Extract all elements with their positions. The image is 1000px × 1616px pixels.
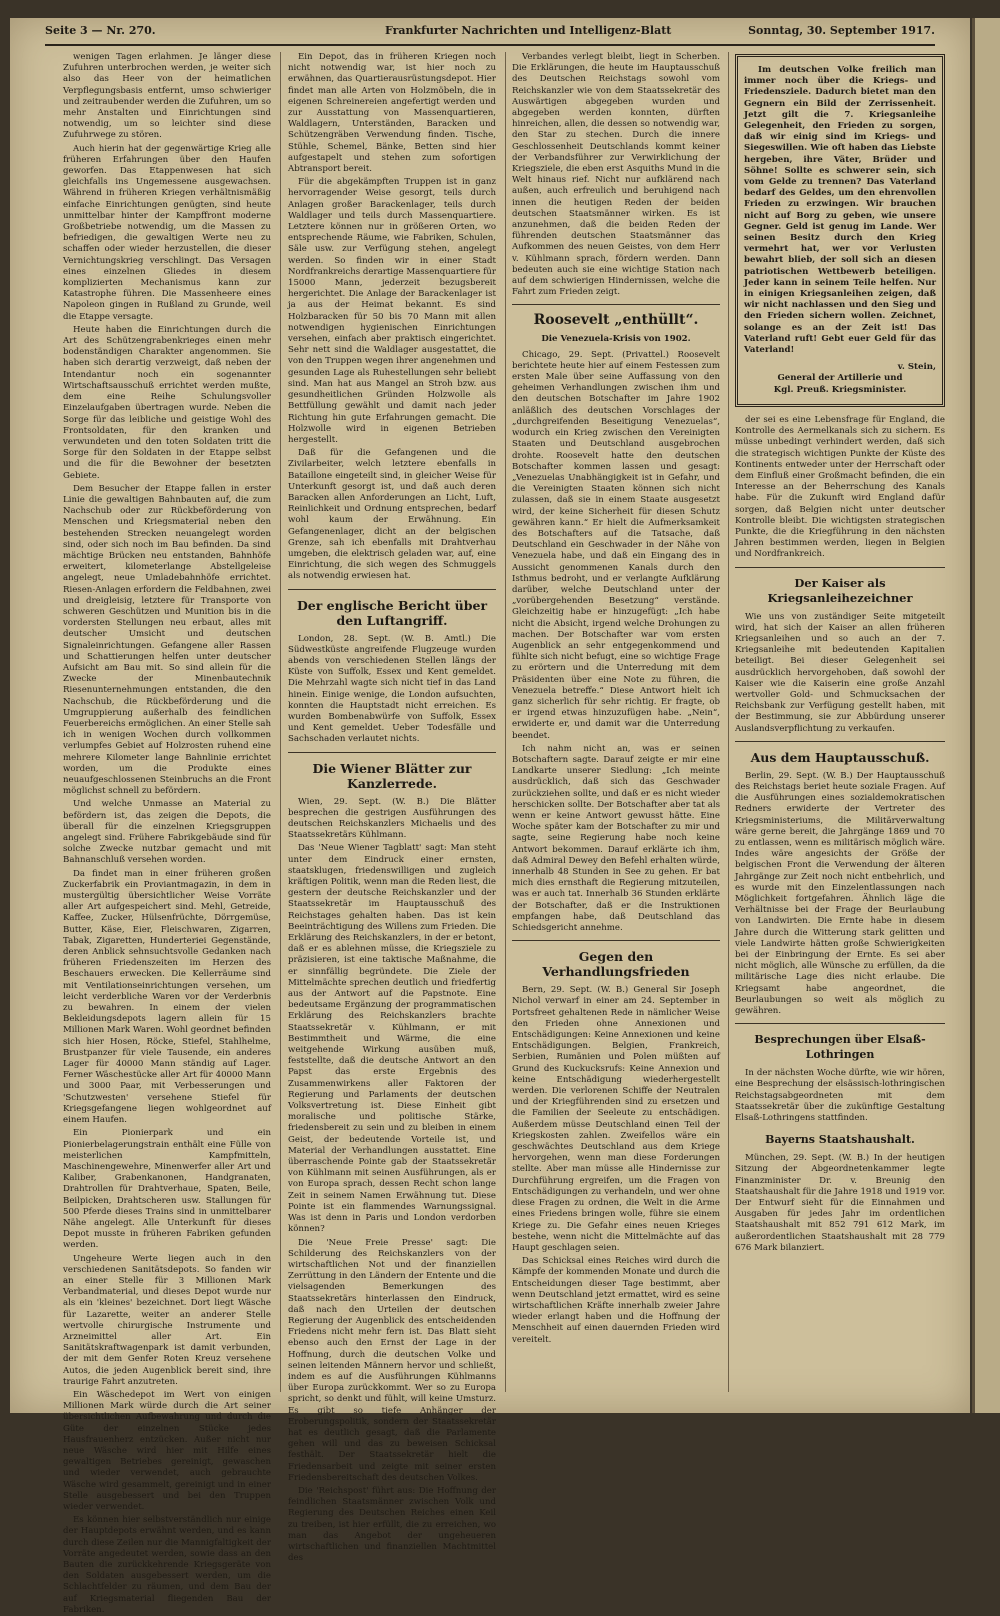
- paragraph: Auch hierin hat der gegenwärtige Krieg alle früheren Erfahrungen über den Haufen geworfen. Das Etappenwesen hat sich gleichfalls ins Ungemessene ausgewachsen. Während in früheren Kriegen verhältnismäßig einfache Einrichtungen genügten, sind heute unmittelbar hinter der Kampffront moderne Großbetriebe notwendig, um die Massen zu befriedigen, die gewaltigen Werte neu zu schaffen oder wieder herzustellen, die dieser Vernichtungskrieg verschlingt. Das Versagen eines einzelnen Gliedes in diesem komplizierten Mechanismus kann zur Katastrophe führen. Die Massenheere eines Napoleon gingen in Rußland zu Grunde, weil die Etappe versagte.: [63, 143, 271, 322]
- page-number: Seite 3 — Nr. 270.: [45, 24, 156, 37]
- appeal-text: Im deutschen Volke freilich man immer noch über die Kriegs- und Friedensziele. Dadurch bietet man den Gegnern ein Bild der Zerrissenheit. Jetzt gilt die 7. Kriegsanleihe Gelegenheit, den Frieden zu sorgen, daß wir einig sind im Kriegs- und Siegeswillen. Wie oft haben das Liebste hergeben, ihre Väter, Brüder und Söhne! Sollte es schwerer sein, sich vom Gelde zu trennen? Das Vaterland bedarf des Geldes, um den ehrenvollen Frieden zu erzwingen. Wir brauchen nicht auf Borg zu geben, wie unsere Gegner. Geld ist genug im Lande. Wer seinen Besitz durch den Krieg vermehrt hat, wer vor Verlusten bewahrt blieb, der soll sich an diesen patriotischen Wettbewerb beteiligen. Jeder kann in seinem Teile helfen. Nur in einigen Kriegsanleihen zeigen, daß wir nicht nachlassen und den Sieg und den Frieden sichern wollen. Zeichnet, solange es an der Zeit ist! Das Vaterland ruft! Gebt euer Geld für das Vaterland!: [744, 65, 936, 356]
- column-divider: [505, 52, 506, 1392]
- headline-elsass-lothringen: Besprechungen über Elsaß-Lothringen: [754, 1033, 926, 1062]
- kriegsanleihe-appeal-box: [735, 54, 945, 407]
- subheadline-venezuela: Die Venezuela-Krisis von 1902.: [541, 334, 691, 345]
- paragraph: Ein Depot, das in früheren Kriegen noch nicht notwendig war, ist hier noch zu erwähnen, das Quartierausrüstungsdepot. Hier findet man alle Arten von Holzmöbeln, die in eigenen Schreinereien angefertigt werden und zur Ausstattung von Massenquartieren, Waldlagern, Unterständen, Baracken und Schützengräben Verwendung finden. Tische, Stühle, Schemel, Bänke, Betten sind hier aufgestapelt und stehen zum sofortigen Abtransport bereit.: [288, 52, 496, 175]
- article-divider: [288, 752, 496, 753]
- page-header: [45, 18, 935, 40]
- headline-hauptausschuss: Aus dem Hauptausschuß.: [750, 749, 930, 765]
- signature-title: General der Artillerie und: [777, 373, 903, 384]
- headline-verhandlungsfrieden: Gegen den Verhandlungsfrieden: [542, 949, 690, 980]
- headline-luftangriff: Der englische Bericht über den Luftangriff.: [296, 597, 488, 628]
- paragraph: Daß für die Gefangenen und die Zivilarbeiter, welch letztere ebenfalls in Bataillone eingeteilt sind, in gleicher Weise für Unterkunft gesorgt ist, und daß auch deren Baracken allen Anforderungen an Licht, Luft, Reinlichkeit und Ordnung entsprechen, bedarf wohl kaum der Erwähnung. Ein Gefangenenlager, dicht an der belgischen Grenze, sah ich ebenfalls mit Drahtverhau umgeben, die elektrisch geladen war, auf, eine Einrichtung, die sich wegen des Schmuggels als notwendig erwiesen hat.: [288, 448, 496, 582]
- signature-office: Kgl. Preuß. Kriegsminister.: [773, 384, 907, 395]
- paragraph: Ein Pionierpark und ein Pionierbelagerungstrain enthält eine Fülle von meisterlichen Kampfmitteln, Maschinengewehre, Minenwerfer aller Art und Kaliber, Grabenkanonen, Handgranaten, Drahtrollen für Drahtverhaue, Spaten, Beile, Beilpicken, Drahtscheren usw. Stallungen für 500 Pferde dieses Trains sind in unmittelbarer Nähe angelegt. Alle Unterkunft für dieses Depot musste in früheren Fabriken gefunden werden.: [63, 1128, 271, 1251]
- paragraph: Wie uns von zuständiger Seite mitgeteilt wird, hat sich der Kaiser an allen früheren Kriegsanleihen und so auch an der 7. Kriegsanleihe mit bedeutenden Kapitalien beteiligt. Bei dieser Gelegenheit sei ausdrücklich hervorgehoben, daß sowohl der Kaiser wie die Kaiserin eine große Anzahl wertvoller Gold- und Schmucksachen der Reichsbank zur Verfügung gestellt haben, mit der Bestimmung, sie zur Abbürdung unserer Auslandsverpflichtung zu verkaufen.: [735, 611, 945, 734]
- paragraph: Berlin, 29. Sept. (W. B.) Der Hauptausschuß des Reichstags beriet heute soziale Fragen. Auf die Ausführungen eines sozialdemokratischen Redners erwiderte der Vertreter des Kriegsministeriums, die Militärverwaltung wäre gerne bereit, die Jahrgänge 1869 und 70 zu entlassen, wenn es militärisch möglich wäre. Indes wäre angesichts der Größe der belgischen Front die Verwendung der älteren Jahrgänge zur Zeit noch nicht entbehrlich, und es wurde mit den Einzelentlassungen nach Möglichkeit fortgefahren. Ähnlich läge die Verhältnisse bei der Frage der Beurlaubung von Landwirten. Die Ernte habe in diesem Jahre durch die Witterung stark gelitten und viele Landwirte hätten große Schwierigkeiten bei der Einbringung der Ernte. Es sei aber nicht möglich, alle Wünsche zu erfüllen, da die militärische Lage dies nicht erlaube. Die Kriegsamt habe angeordnet, die Beurlaubungen so weit als möglich zu gewähren.: [735, 770, 945, 1017]
- paragraph: London, 28. Sept. (W. B. Amtl.) Die Südwestküste angreifende Flugzeuge wurden abends von verschiedenen Stellen längs der Küste von Suffolk, Essex und Kent gemeldet. Die Mehrzahl wagte sich nicht tief in das Land hinein. Einige wenige, die London aufsuchten, konnten die Hauptstadt nicht erreichen. Es wurden Bombenabwürfe von Suffolk, Essex und Kent gemeldet. Ueber Todesfälle und Sachschaden verlautet nichts.: [288, 633, 496, 745]
- newspaper-title: Frankfurter Nachrichten und Intelligenz-Blatt: [385, 24, 672, 37]
- paragraph: Wien, 29. Sept. (W. B.) Die Blätter besprechen die gestrigen Ausführungen des deutschen Reichskanzlers Michaelis und des Staatssekretärs Kühlmann.: [288, 796, 496, 841]
- column-divider: [728, 52, 729, 1392]
- article-divider: [288, 589, 496, 590]
- article-divider: [735, 1023, 945, 1024]
- article-divider: [512, 940, 720, 941]
- paragraph: Das 'Neue Wiener Tagblatt' sagt: Man steht unter dem Eindruck einer ernsten, staatsklugen, friedenswilligen und zugleich kräftigen Politik, wenn man die Reden liest, die gestern der deutsche Reichskanzler und der Staatssekretär im Hauptausschuß des Reichstages gehalten haben. Das ist kein Beeinträchtigung des Willens zum Frieden. Die Erklärung des Reichskanzlers, in der er betont, daß er es ablehnen müsse, die Kriegsziele zu präzisieren, ist eine taktische Maßnahme, die er sinnfällig begründete. Die Ziele der Mittelmächte sprechen deutlich und friedfertig aus der Antwort auf die Papstnote. Eine bedeutsame Ergänzung der programmatischen Erklärung des Reichskanzlers brachte Staatssekretär v. Kühlmann, er mit Bestimmtheit und Wärme, die eine weitgehende Wirkung ausüben muß, feststellte, daß die deutsche Antwort an den Papst das erste Ergebnis des Zusammenwirkens aller Faktoren der Regierung und Parlaments der deutschen Volksvertretung ist. Diese Einheit gibt moralische und politische Stärke, friedensbereit zu sein und zu bleiben in einem Geist, der bedeutende Vorteile ist, und Material der Verhandlungen ausstattet. Eine überraschende Pointe gab der Staatssekretär von Kühlmann mit seinen Ausführungen, als er von Europa sprach, dessen Recht schon lange Zeit in seinem Namen Erwähnung tut. Diese Pointe ist ein flammendes Warnungssignal. Was ist denn in Paris und London verdorben können?: [288, 843, 496, 1235]
- paragraph: Ein Wäschedepot im Wert von einigen Millionen Mark würde durch die Art seiner übersichtlichen Aufbewahrung und durch die Güte der einzelnen Stücke jedes Hausfrauenherz entzücken. Außer nicht nur neue Wäsche wird hier mit Hilfe eines gewaltigen Betriebes gereinigt, gewaschen und wieder verwendet, auch gebrauchte Wäsche wird gesammelt, gereinigt und in einer Stelle ausgebessert und bei den Truppen wieder verwendet.: [63, 1389, 271, 1512]
- headline-wiener-blaetter: Die Wiener Blätter zur Kanzlerrede.: [312, 760, 472, 791]
- issue-date: Sonntag, 30. September 1917.: [748, 24, 935, 37]
- column-3: [512, 52, 720, 1392]
- paragraph: Es können hier selbstverständlich nur einige der Hauptdepots erwähnt werden, und es kann durch diese Zeilen nur die Mannigfaltigkeit der Vorräte angedeutet werden, sowie dass an den Bauten die zurückkehrende Kriegsgeräte von den Soldaten ausgebessert werden, um die Schlachtfelder zu räumen, und dem Bau der auf Kriegsmaterial fliegenden Bau der Fabriken.: [63, 1515, 271, 1615]
- headline-roosevelt: Roosevelt „enthüllt“.: [533, 312, 699, 329]
- article-divider: [735, 567, 945, 568]
- paragraph: wenigen Tagen erlahmen. Je länger diese Zufuhren unterbrochen werden, je weiter sich also das Heer von der heimatlichen Verpflegungsbasis entfernt, umso schwieriger und zeitraubender werden die Zufuhren, um so mehr Anstalten und Einrichtungen sind notwendig, um so leichter sind diese Zufuhrwege zu stören.: [63, 52, 271, 141]
- headline-kaiser: Der Kaiser als Kriegsanleihezeichner: [767, 575, 913, 605]
- paragraph: Verbandes verlegt bleibt, liegt in Scherben. Die Erklärungen, die heute im Hauptausschuß des Deutschen Reichstags sowohl vom Reichskanzler wie von dem Staatssekretär des Auswärtigen abgegeben wurden und abgegeben werden konnten, dürften hinreichen, allen, die dessen so notwendig war, den Star zu stechen. Durch die innere Geschlossenheit Deutschlands kommt keiner der Verbandsführer zur Verwirklichung der Kriegsziele, die eben erst Asquiths Mund in die Welt hinaus rief. Nicht nur aufklärend nach außen, auch erfreulich und beruhigend nach innen die heutigen Reden der beiden deutschen Staatsmänner wirken. Es ist anzunehmen, daß die beiden Reden der führenden deutschen Staatsmänner das Aufkommen des neuen Geistes, von dem Herr v. Kühlmann sprach, fördern werden. Dann bedeuten auch sie eine wichtige Station nach auf dem schwierigen Hindernissen, welche die Fahrt zum Frieden zeigt.: [512, 52, 720, 298]
- paragraph: Chicago, 29. Sept. (Privattel.) Roosevelt berichtete heute hier auf einem Festessen zum ersten Male über seine Auffassung von den geheimen Verhandlungen zwischen ihm und den deutschen Botschafter im Jahre 1902 anläßlich des deutschen Vorschlages der „durchgreifenden Beseitigung Venezuelas“, wodurch ein Krieg zwischen den Vereinigten Staaten und Deutschland ausgebrochen drohte. Roosevelt hatte den deutschen Botschafter kommen lassen und gesagt: „Venezuelas Unabhängigkeit ist in Gefahr, und die Vereinigten Staaten können sich nicht zulassen, daß sie in einem Staate ausgesetzt wird, der keine Sicherheit für diesen Schutz gewähren kann.“ Er hielt die Aufmerksamkeit des Botschafters auf die Tatsache, daß Deutschland ein Geschwader in der Nähe von Venezuela habe, und daß ein Eingang des in Aussicht genommenen Kanals durch den Isthmus bedroht, und er verlangte Aufklärung darüber, welche Deutschland unter der „vorübergehenden Besetzung“ verstände. Gleichzeitig habe er hinzugefügt: „Ich habe nicht die Absicht, irgend welche Drohungen zu machen. Der Botschafter war vom ersten Augenblick an sehr entgegenkommend und fühlte sich nicht befugt, eine so wichtige Frage zu erörtern und die Unterredung mit dem Präsidenten über eine Note zu führen, die Venezuela betreffe.“ Diese Antwort hielt ich ganz sicherlich für sehr richtig. Er fragte, ob er irgend etwas hinzuzufügen habe. „Nein“, erwiderte er, und damit war die Unterredung beendet.: [512, 349, 720, 741]
- article-divider: [735, 741, 945, 742]
- adjacent-page-edge: [972, 18, 1000, 1413]
- column-1: [63, 52, 271, 1615]
- headline-bayern-haushalt: Bayerns Staatshaushalt.: [765, 1133, 915, 1147]
- paragraph: Das Schicksal eines Reiches wird durch die Kämpfe der kommenden Monate und durch die Entscheidungen dieser Tage bestimmt, aber wenn Deutschland jetzt ermattet, wird es seine wirtschaftlichen Kräfte innerhalb zweier Jahre wieder erlangt haben und die Hoffnung der Menschheit auf einen dauernden Frieden wird vereitelt.: [512, 1256, 720, 1345]
- paragraph: Für die abgekämpften Truppen ist in ganz hervorragender Weise gesorgt, teils durch Anlagen großer Barackenlager, teils durch Waldlager und teils durch Massenquartiere. Letztere können nur in größeren Orten, wo entsprechende Räume, wie Fabriken, Schulen, Säle usw. zur Verfügung stehen, angelegt werden. So finden wir in einer Stadt Nordfrankreichs derartige Massenquartiere für 15000 Mann, jederzeit bezugsbereit hergerichtet. Die Anlage der Barackenlager ist ja aus der Heimat bekannt. Es sind Holzbaracken für 50 bis 70 Mann mit allen notwendigen hygienischen Einrichtungen versehen, einfach aber praktisch eingerichtet. Sehr nett sind die Waldlager ausgestattet, die von den Truppen wegen ihrer angenehmen und gesunden Lage als Ruhestellungen sehr beliebt sind. Man hat aus Mangel an Stroh bzw. aus gesundheitlichen Gründen Holzwolle als Bettfüllung gewählt und damit nach jeder Richtung hin gute Erfahrungen gemacht. Die Holzwolle wird in eigenen Betrieben hergestellt.: [288, 177, 497, 445]
- column-divider: [280, 52, 281, 1392]
- column-4: [735, 52, 945, 1392]
- article-divider: [512, 304, 720, 305]
- paragraph: Da findet man in einer früheren großen Zuckerfabrik ein Proviantmagazin, in dem in mustergültig übersichtlicher Weise Vorräte aller Art aufgespeichert sind. Mehl, Getreide, Kaffee, Zucker, Hülsenfrüchte, Dörrgemüse, Butter, Käse, Eier, Fleischwaren, Zigarren, Tabak, Zigaretten, Hunderteriei Gegenstände, deren Anblick sehnsuchtsvolle Gedanken nach früheren Friedenszeiten im Herzen des Beschauers erwecken. Die Kellerräume sind mit Ventilationseinrichtungen versehen, um leicht verderbliche Waren vor der Verderbnis zu bewahren. In einem der vielen Bekleidungsdepots lagern allein für 15 Millionen Mark Waren. Wohl geordnet befinden sich hier Hosen, Röcke, Stiefel, Stahlhelme, Brustpanzer für viele Tausende, ein anderes Lager für 40000 Mann ständig auf Lager. Ferner Wäschestücke aller Art für 40000 Mann und 3000 Paar, mit Verbesserungen und 'Schutzwesten' versehene Stiefel für Kriegsgefangene liegen wohlgeordnet auf einem Haufen.: [63, 868, 271, 1126]
- paragraph: der sei es eine Lebensfrage für England, die Kontrolle des Aermelkanals sich zu sichern. Es müsse unbedingt verhindert werden, daß sich die strategisch wichtigen Punkte der Küste des Kontinents entweder unter der Herrschaft oder dem Einfluß einer Großmacht befinden, die ein Interesse an der Beherrschung des Kanals habe. Für die Zukunft wird England dafür sorgen, daß Belgien nicht unter deutscher Kontrolle bleibt. Die wichtigsten strategischen Punkte, die die Kriegführung in den nächsten Jahren bestimmen werden, liegen in Belgien und Nordfrankreich.: [735, 414, 945, 560]
- header-rule: [45, 44, 935, 46]
- paragraph: Dem Besucher der Etappe fallen in erster Linie die gewaltigen Bahnbauten auf, die zum Nachschub oder zur Rückbeförderung von Menschen und Kriegsmaterial neben den bestehenden Strecken neuangelegt worden sind, oder sich noch im Bau befinden. Da sind mächtige Brücken neu entstanden, Bahnhöfe erweitert, kilometerlange Abstellgeleise angelegt, neue Umladebahnhöfe errichtet. Riesen-Anlagen erfordern die Feldbahnen, zwei und dreigleisig, letztere für Transporte von schweren Geschützen und Munition bis in die vordersten Stellungen neu erbaut, alles mit deutscher Umsicht und deutschen Signaleinrichtungen. Gefangene aller Rassen und Schattierungen helfen unter deutscher Aufsicht am Bau mit. So sind allein für die Zwecke der Minenbautechnik Riesenunternehmungen entstanden, die den Nachschub, die Rückbeförderung und die Umgruppierung außerhalb des feindlichen Feuerbereichs ermöglichen. An einer Stelle sah ich in wenigen Wochen durch vollkommen verlumpfes Gebiet auf Holzrosten ruhend eine mehrere Kilometer lange Bahnlinie errichtet worden, um die Produkte eines neuaufgeschlossenen Steinbruchs an die Front möglichst schnell zu befördern.: [63, 483, 271, 797]
- paragraph: Die 'Neue Freie Presse' sagt: Die Schilderung des Reichskanzlers von der wirtschaftlichen Not und der finanziellen Zerrüttung in den Ländern der Entente und die vielsagenden Bemerkungen des Staatssekretärs hinterlassen den Eindruck, daß nach den Urteilen der deutschen Regierung der Augenblick des entscheidenden Friedens nicht mehr fern ist. Das Blatt sieht ebenso auch den Ernst der Lage in der Hoffnung, durch die deutschen Volke und seinen leitenden Männern hervor und schließt, indem es auf die Ausführungen Kühlmanns über Europa zurückkommt. Wer so zu Europa spricht, so denkt und fühlt, will keine Umsturz. Es gibt so tiefe Anhänger der Eroberungspolitik, sondern der Staatssekretär hat es deutlich gesagt, daß die Parlamente gehen will und das zu beweisen Schicksal festhält. Der Staatssekretär hielt die Friedensarbeit und zeigte mit seiner ersten Friedensbereitschaft des deutschen Volkes.: [288, 1237, 496, 1483]
- paragraph: Heute haben die Einrichtungen durch die Art des Schützengrabenkrieges einen mehr bodenständigen Charakter angenommen. Sie haben sich derartig verzweigt, daß neben der Intendantur noch ein sogenannter Wirtschaftsausschuß errichtet werden mußte, dem eine Reihe Schulungsvoller Einzelaufgaben übertragen wurde. Neben die Sorge für das leibliche und geistige Wohl des Frontsoldaten, für den kranken und verwundeten und den toten Soldaten tritt die Sorge für den Soldaten in der Etappe selbst und die für die Bewohner der besetzten Gebiete.: [63, 324, 271, 481]
- paragraph: In der nächsten Woche dürfte, wie wir hören, eine Besprechung der elsässisch-lothringischen Reichstagsabgeordneten mit dem Staatssekretär über die zukünftige Gestaltung Elsaß-Lothringens stattfinden.: [735, 1068, 945, 1124]
- paragraph: Bern, 29. Sept. (W. B.) General Sir Joseph Nichol verwarf in einer am 24. September in Portsfreet gehaltenen Rede in nämlicher Weise den Frieden ohne Annexionen und Entschädigungen: Keine Annexionen und keine Entschädigungen. Belgien, Frankreich, Serbien, Rumänien und Polen müßten auf Grund des Kuckucksrufs: Keine Annexion und keine Entschädigung wiederhergestellt werden. Die verlorenen Schiffe der Neutralen und der Kriegführenden sind zu ersetzen und die Familien der Seeleute zu entschädigen. Außerdem müsse Deutschland einen Teil der Kriegskosten zahlen. Zweifellos wäre ein geschwächtes Deutschland aus dem Kriege hervorgehen, wenn man diese Forderungen stellte. Aber man müsse alle Hindernisse zur Durchführung ergreifen, um die Fragen von Entschädigungen zu verhandeln, und wer ohne diese Fragen zu ordnen, die Welt in die Arme eines Friedens bringen wolle, führe sie einem Kriege zu. Die Gefahr eines neuen Krieges bestehe, wenn nicht die Mittelmächte auf das Haupt geschlagen seien.: [512, 985, 720, 1253]
- paragraph: Und welche Unmasse an Material zu befördern ist, das zeigen die Depots, die überall für die einzelnen Kriegsgruppen angelegt sind. Frühere Fabrikgebäude sind für solche Zwecke nutzbar gemacht und mit Bahnanschluß versehen worden.: [63, 799, 271, 866]
- column-2: [288, 52, 497, 1564]
- paragraph: München, 29. Sept. (W. B.) In der heutigen Sitzung der Abgeordnetenkammer legte Finanzminister Dr. v. Breunig den Staatshaushalt für die Jahre 1918 und 1919 vor. Der Entwurf sieht für die Einnahmen und Ausgaben für jedes Jahr im ordentlichen Staatshaushalt mit 852 791 612 Mark, im außerordentlichen Staatshaushalt mit 28 779 676 Mark bilanziert.: [735, 1153, 945, 1253]
- paragraph: Ungeheure Werte liegen auch in den verschiedenen Sanitätsdepots. So fanden wir an einer Stelle für 3 Millionen Mark Verbandmaterial, und dieses Depot wurde nur als ein 'kleines' bezeichnet. Dort liegt Wäsche für Lazarette, weiter an anderer Stelle wertvolle chirurgische Instrumente und Arzneimittel aller Art. Ein Sanitätskraftwagenpark ist damit verbunden, der mit dem Genfer Roten Kreuz versehene Autos, die jeden Augenblick bereit sind, ihre traurige Fahrt anzutreten.: [63, 1253, 271, 1387]
- paragraph: Die 'Reichspost' führt aus: Die Hoffnung der feindlichen Staatsmänner zwischen Volk und Regierung des Deutschen Reiches einen Keil zu treiben, ist hier erfüllt, die zu erreichen, wo man das Angebot der ungeheueren wirtschaftlichen und finanziellen Machtmittel des: [288, 1485, 496, 1564]
- paragraph: Ich nahm nicht an, was er seinen Botschaftern sagte. Darauf zeigte er mir eine Landkarte unserer Siedlung: „Ich meinte ausdrücklich, daß sich das Geschwader zurückziehen sollte, und daß er es nicht wieder herschicken sollte. Der Botschafter aber tat als wenn er keine Antwort gewusst hätte. Eine Woche später kam der Botschafter zu mir und sagte, seine Regierung habe noch keine Antwort bekommen. Darauf erklärte ich ihm, daß Admiral Dewey den Befehl erhalten würde, innerhalb 48 Stunden in See zu gehen. Er bat mich dies ernsthaft die Regierung mitzuteilen, was er auch tat. Innerhalb 36 Stunden erklärte der Botschafter, daß er die Instruktionen empfangen habe, daß Deutschland das Schiedsgericht annehme.: [512, 743, 720, 934]
- signature-name: v. Stein,: [897, 362, 936, 373]
